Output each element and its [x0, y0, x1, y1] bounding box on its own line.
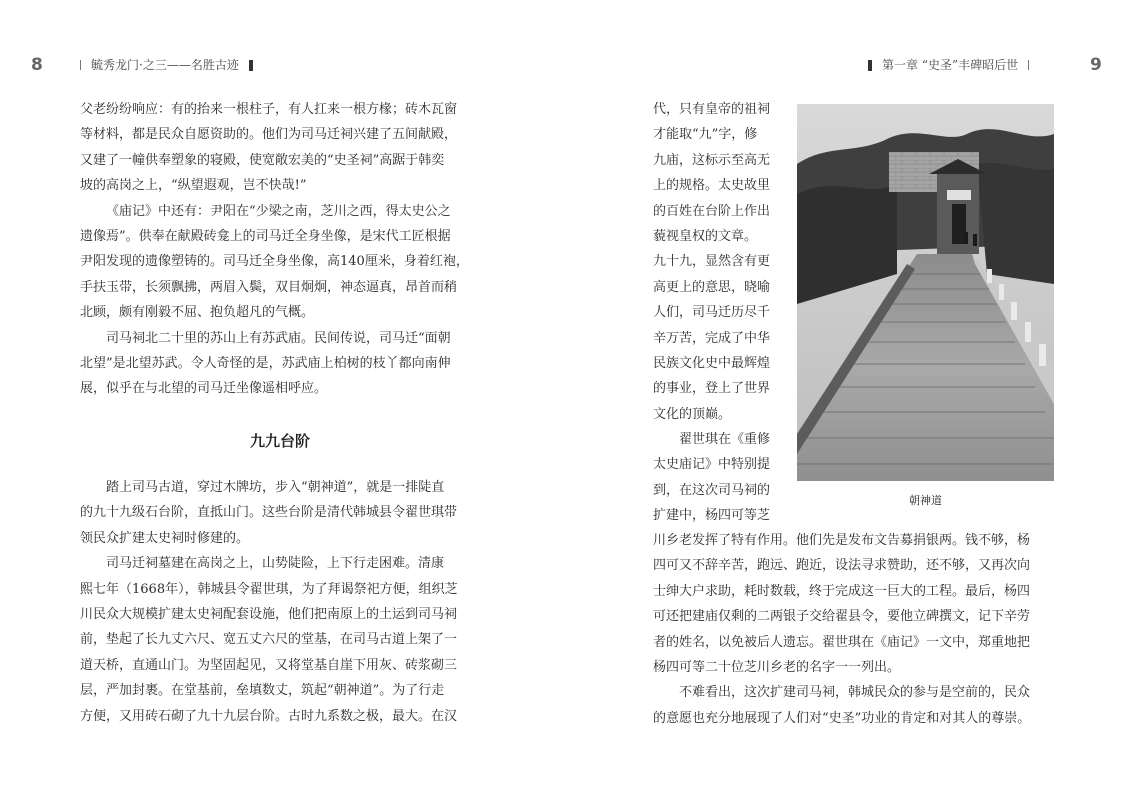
text-line: 熙七年（1668年），韩城县令翟世琪，为了拜谒祭祀方便，组织芝	[80, 581, 458, 597]
text-line: 《庙记》中还有：尹阳在“少梁之南，芝川之西，得太史公之	[106, 203, 451, 219]
right-page-number: 9	[1090, 55, 1102, 75]
text-line: 九庙，这标示至高无	[653, 152, 771, 168]
right-body-narrow	[653, 97, 770, 529]
text-line: 九十九，显然含有更	[653, 254, 771, 270]
text-line: 人们，司马迁历尽千	[653, 305, 771, 321]
left-body-bottom	[80, 475, 458, 729]
text-line: 尹阳发现的遗像塑铸的。司马迁全身坐像，高140厘米，身着红袍，	[80, 254, 469, 270]
text-line: 的百姓在台阶上作出	[653, 203, 771, 219]
text-line: 的九十九级石台阶，直抵山门。这些台阶是清代韩城县令翟世琪带	[80, 505, 458, 521]
text-line: 方便，又用砖石砌了九十九层台阶。古时九系数之极，最大。在汉	[80, 708, 458, 724]
text-line: 者的姓名，以免被后人遗忘。翟世琪在《庙记》一文中，郑重地把	[653, 634, 1031, 650]
text-line: 辛万苦，完成了中华	[653, 330, 771, 346]
text-line: 司马迁祠墓建在高岗之上，山势陡险，上下行走困难。清康	[106, 556, 445, 572]
text-line: 道天桥，直通山门。为坚固起见，又将堂基自崖下用灰、砖浆砌三	[80, 657, 458, 673]
left-page-number: 8	[31, 55, 43, 75]
header-divider	[80, 60, 81, 70]
text-line: 前，垫起了长九丈六尺、宽五丈六尺的堂基，在司马古道上架了一	[80, 632, 458, 648]
text-line: 手扶玉带，长须飘拂，两眉入鬓，双目炯炯，神态逼真，昂首而稍	[80, 279, 458, 295]
right-running-header	[858, 57, 1039, 73]
section-title: 九九台阶	[249, 432, 310, 450]
text-line: 的意愿也充分地展现了人们对“史圣”功业的肯定和对其人的尊崇。	[653, 710, 1031, 726]
text-line: 的事业，登上了世界	[653, 381, 771, 397]
text-line: 士绅大户求助，耗时数载，终于完成这一巨大的工程。最后，杨四	[653, 583, 1031, 599]
text-line: 文化的顶巅。	[653, 406, 732, 422]
text-line: 川乡老发挥了特有作用。他们先是发布文告募捐银两。钱不够，杨	[653, 533, 1031, 548]
right-running-header-text: 第一章 “史圣”丰碑昭后世	[882, 58, 1019, 72]
left-running-header	[70, 57, 263, 73]
photo-stone-stairway	[797, 104, 1054, 481]
text-line: 踏上司马古道，穿过木牌坊，步入“朝神道”，就是一排陡直	[106, 480, 445, 495]
text-line: 又建了一幢供奉塑象的寝殿，使宽敞宏美的“史圣祠”高踞于韩奕	[80, 152, 445, 168]
text-line: 领民众扩建太史祠时修建的。	[80, 530, 250, 546]
text-line: 太史庙记》中特别提	[653, 457, 771, 473]
left-body-top	[80, 97, 469, 402]
text-line: 层，严加封裹。在堂基前，垒填数丈，筑起“朝神道”。为了行走	[80, 683, 445, 699]
right-body-wide	[653, 528, 1030, 731]
text-line: 父老纷纷响应：有的抬来一根柱子，有人扛来一根方椽；砖木瓦窗	[80, 102, 458, 117]
text-line: 翟世琪在《重修	[679, 432, 771, 448]
text-line: 杨四可等二十位芝川乡老的名字一一列出。	[653, 659, 901, 675]
text-line: 四可又不辞辛苦，跑远、跑近，设法寻求赞助，还不够，又再次向	[653, 558, 1031, 574]
text-line: 川民众大规模扩建太史祠配套设施，他们把南原上的土运到司马祠	[80, 606, 458, 622]
text-line: 扩建中，杨四可等芝	[653, 508, 771, 524]
text-line: 不难看出，这次扩建司马祠，韩城民众的参与是空前的，民众	[679, 685, 1031, 701]
text-line: 北望”是北望苏武。令人奇怪的是，苏武庙上柏树的枝丫都向南伸	[80, 355, 451, 371]
text-line: 藐视皇权的文章。	[653, 228, 758, 244]
text-line: 北顾，颇有刚毅不屈、抱负超凡的气概。	[80, 305, 315, 321]
header-divider	[1028, 60, 1029, 70]
header-block-mark	[249, 60, 253, 71]
text-line: 可还把建庙仅剩的二两银子交给翟县令，要他立碑撰文，记下辛劳	[653, 609, 1031, 625]
left-running-header-text: 毓秀龙门·之三——名胜古迹	[91, 58, 239, 72]
text-line: 高更上的意思，晓喻	[653, 279, 771, 295]
text-line: 才能取“九”字，修	[653, 127, 758, 143]
photo-caption: 朝神道	[909, 494, 942, 507]
text-line: 坡的高岗之上，“纵望遐观，岂不快哉!”	[80, 178, 307, 194]
text-line: 等材料，都是民众自愿资助的。他们为司马迁祠兴建了五间献殿，	[80, 127, 458, 143]
text-line: 上的规格。太史故里	[653, 178, 771, 194]
text-line: 到，在这次司马祠的	[653, 482, 771, 498]
text-line: 遗像焉”。供奉在献殿砖龛上的司马迁全身坐像，是宋代工匠根据	[80, 228, 451, 244]
text-line: 展，似乎在与北望的司马迁坐像遥相呼应。	[80, 381, 328, 397]
text-line: 司马祠北二十里的苏山上有苏武庙。民间传说，司马迁“面朝	[106, 330, 451, 346]
text-line: 民族文化史中最辉煌	[653, 355, 771, 371]
text-line: 代，只有皇帝的祖祠	[653, 102, 771, 117]
header-block-mark	[868, 60, 872, 71]
